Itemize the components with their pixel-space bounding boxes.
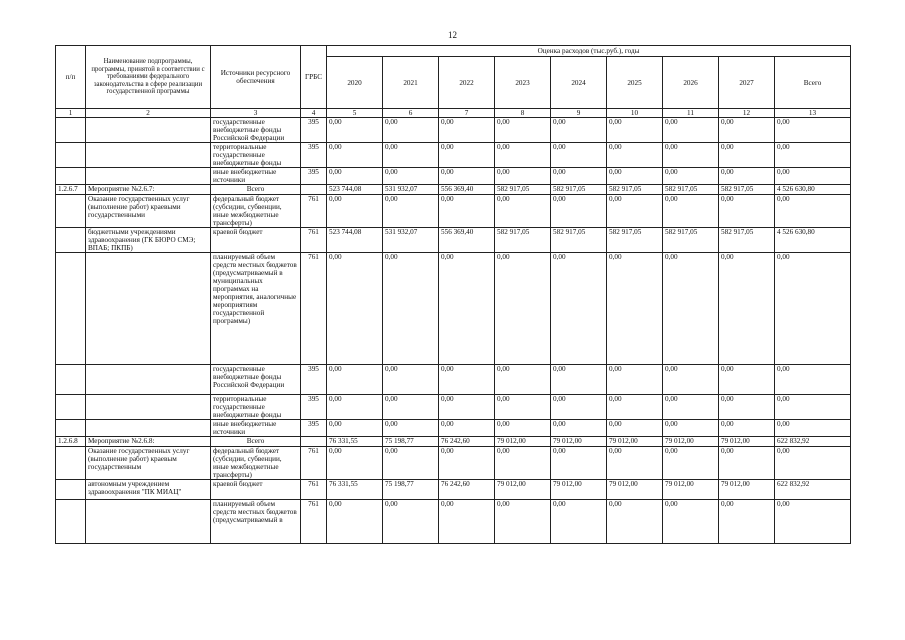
amount-cell: 0,00 bbox=[327, 195, 383, 228]
amount-cell: 0,00 bbox=[495, 195, 551, 228]
amount-cell: 0,00 bbox=[383, 143, 439, 168]
row-number bbox=[56, 480, 86, 500]
amount-cell: 0,00 bbox=[383, 447, 439, 480]
column-number: 4 bbox=[301, 109, 327, 118]
amount-cell: 0,00 bbox=[607, 500, 663, 544]
amount-cell: 582 917,05 bbox=[495, 185, 551, 195]
amount-cell: 76 331,55 bbox=[327, 437, 383, 447]
amount-cell: 0,00 bbox=[663, 447, 719, 480]
table-row bbox=[56, 185, 851, 195]
funding-source: государственные внебюджетные фонды Российской Федерации bbox=[211, 118, 301, 143]
header-year: 2026 bbox=[663, 57, 719, 109]
amount-cell: 0,00 bbox=[719, 365, 775, 395]
amount-cell: 0,00 bbox=[383, 253, 439, 365]
header-year: 2023 bbox=[495, 57, 551, 109]
header-year: 2027 bbox=[719, 57, 775, 109]
amount-cell: 0,00 bbox=[775, 195, 851, 228]
amount-cell: 0,00 bbox=[383, 420, 439, 437]
activity-name: Мероприятие №2.6.8: bbox=[86, 437, 211, 447]
row-number: 1.2.6.8 bbox=[56, 437, 86, 447]
amount-cell: 0,00 bbox=[775, 420, 851, 437]
amount-cell: 0,00 bbox=[719, 143, 775, 168]
amount-cell: 0,00 bbox=[719, 118, 775, 143]
amount-cell: 79 012,00 bbox=[495, 480, 551, 500]
amount-cell: 0,00 bbox=[439, 395, 495, 420]
activity-name bbox=[86, 168, 211, 185]
amount-cell: 0,00 bbox=[719, 253, 775, 365]
amount-cell: 75 198,77 bbox=[383, 437, 439, 447]
activity-name bbox=[86, 500, 211, 544]
amount-cell: 0,00 bbox=[327, 168, 383, 185]
amount-cell: 0,00 bbox=[327, 420, 383, 437]
amount-cell: 622 832,92 bbox=[775, 437, 851, 447]
funding-source: государственные внебюджетные фонды Российской Федерации bbox=[211, 365, 301, 395]
amount-cell: 79 012,00 bbox=[607, 437, 663, 447]
column-number: 13 bbox=[775, 109, 851, 118]
amount-cell: 79 012,00 bbox=[663, 437, 719, 447]
amount-cell: 531 932,07 bbox=[383, 228, 439, 253]
amount-cell: 79 012,00 bbox=[607, 480, 663, 500]
amount-cell: 4 526 630,80 bbox=[775, 185, 851, 195]
header-year: 2022 bbox=[439, 57, 495, 109]
column-number: 5 bbox=[327, 109, 383, 118]
table-row bbox=[56, 395, 851, 420]
amount-cell: 0,00 bbox=[551, 500, 607, 544]
grbs-code: 395 bbox=[301, 143, 327, 168]
amount-cell: 79 012,00 bbox=[663, 480, 719, 500]
amount-cell: 0,00 bbox=[439, 195, 495, 228]
amount-cell: 523 744,08 bbox=[327, 228, 383, 253]
amount-cell: 0,00 bbox=[551, 365, 607, 395]
grbs-code: 395 bbox=[301, 365, 327, 395]
amount-cell: 0,00 bbox=[327, 365, 383, 395]
funding-source: иные внебюджетные источники bbox=[211, 420, 301, 437]
activity-name: Оказание государственных услуг (выполнение работ) краевым государственным bbox=[86, 447, 211, 480]
table-row bbox=[56, 253, 851, 365]
amount-cell: 556 369,40 bbox=[439, 228, 495, 253]
amount-cell: 0,00 bbox=[551, 168, 607, 185]
amount-cell: 0,00 bbox=[327, 500, 383, 544]
grbs-code bbox=[301, 437, 327, 447]
amount-cell: 0,00 bbox=[719, 168, 775, 185]
column-number: 2 bbox=[86, 109, 211, 118]
amount-cell: 0,00 bbox=[495, 500, 551, 544]
amount-cell: 582 917,05 bbox=[663, 228, 719, 253]
row-number bbox=[56, 143, 86, 168]
activity-name bbox=[86, 395, 211, 420]
grbs-code: 761 bbox=[301, 500, 327, 544]
activity-name: автономным учреждением здравоохранения "ПК МИАЦ" bbox=[86, 480, 211, 500]
amount-cell: 0,00 bbox=[495, 365, 551, 395]
amount-cell: 0,00 bbox=[719, 500, 775, 544]
amount-cell: 0,00 bbox=[551, 395, 607, 420]
activity-name bbox=[86, 118, 211, 143]
funding-source: планируемый объем средств местных бюджетов (предусматриваемый в муниципальных программах на мероприятия, аналогичные мероприятиям государственной программы) bbox=[211, 253, 301, 365]
amount-cell: 0,00 bbox=[439, 365, 495, 395]
amount-cell: 0,00 bbox=[551, 118, 607, 143]
amount-cell: 0,00 bbox=[607, 395, 663, 420]
amount-cell: 556 369,40 bbox=[439, 185, 495, 195]
table-row bbox=[56, 365, 851, 395]
amount-cell: 0,00 bbox=[775, 365, 851, 395]
amount-cell: 76 242,60 bbox=[439, 480, 495, 500]
amount-cell: 0,00 bbox=[495, 143, 551, 168]
amount-cell: 582 917,05 bbox=[495, 228, 551, 253]
amount-cell: 582 917,05 bbox=[551, 185, 607, 195]
grbs-code: 395 bbox=[301, 420, 327, 437]
page-number: 12 bbox=[448, 30, 457, 40]
header-grbs: ГРБС bbox=[301, 46, 327, 109]
amount-cell: 0,00 bbox=[383, 395, 439, 420]
amount-cell: 0,00 bbox=[551, 195, 607, 228]
grbs-code: 395 bbox=[301, 168, 327, 185]
funding-source: территориальные государственные внебюджетные фонды bbox=[211, 143, 301, 168]
grbs-code: 761 bbox=[301, 480, 327, 500]
amount-cell: 523 744,08 bbox=[327, 185, 383, 195]
activity-name bbox=[86, 420, 211, 437]
amount-cell: 0,00 bbox=[663, 143, 719, 168]
amount-cell: 0,00 bbox=[663, 500, 719, 544]
amount-cell: 0,00 bbox=[551, 253, 607, 365]
amount-cell: 79 012,00 bbox=[551, 480, 607, 500]
amount-cell: 0,00 bbox=[607, 168, 663, 185]
header-group-title: Оценка расходов (тыс.руб.), годы bbox=[327, 46, 851, 57]
amount-cell: 0,00 bbox=[439, 447, 495, 480]
amount-cell: 0,00 bbox=[495, 253, 551, 365]
header-year: 2020 bbox=[327, 57, 383, 109]
amount-cell: 0,00 bbox=[327, 143, 383, 168]
amount-cell: 0,00 bbox=[439, 168, 495, 185]
amount-cell: 582 917,05 bbox=[663, 185, 719, 195]
table-row bbox=[56, 420, 851, 437]
column-number: 9 bbox=[551, 109, 607, 118]
activity-name: бюджетными учреждениями здравоохранения (ГК БЮРО СМЭ; ВПАБ; ПКПБ) bbox=[86, 228, 211, 253]
amount-cell: 0,00 bbox=[551, 143, 607, 168]
amount-cell: 0,00 bbox=[383, 118, 439, 143]
amount-cell: 0,00 bbox=[775, 447, 851, 480]
row-number bbox=[56, 168, 86, 185]
grbs-code: 761 bbox=[301, 447, 327, 480]
column-number: 10 bbox=[607, 109, 663, 118]
funding-source: краевой бюджет bbox=[211, 480, 301, 500]
row-number bbox=[56, 118, 86, 143]
row-number bbox=[56, 253, 86, 365]
activity-name: Мероприятие №2.6.7: bbox=[86, 185, 211, 195]
amount-cell: 0,00 bbox=[439, 253, 495, 365]
amount-cell: 0,00 bbox=[551, 447, 607, 480]
column-number: 1 bbox=[56, 109, 86, 118]
amount-cell: 582 917,05 bbox=[719, 185, 775, 195]
funding-source: краевой бюджет bbox=[211, 228, 301, 253]
amount-cell: 0,00 bbox=[495, 420, 551, 437]
amount-cell: 531 932,07 bbox=[383, 185, 439, 195]
funding-source: федеральный бюджет (субсидии, субвенции, иные межбюджетные трансферты) bbox=[211, 195, 301, 228]
amount-cell: 0,00 bbox=[327, 118, 383, 143]
funding-source: Всего bbox=[211, 185, 301, 195]
header-num: п/п bbox=[56, 46, 86, 109]
amount-cell: 0,00 bbox=[775, 143, 851, 168]
amount-cell: 0,00 bbox=[383, 195, 439, 228]
header-year: Всего bbox=[775, 57, 851, 109]
amount-cell: 4 526 630,80 bbox=[775, 228, 851, 253]
amount-cell: 0,00 bbox=[439, 420, 495, 437]
amount-cell: 0,00 bbox=[439, 143, 495, 168]
row-number bbox=[56, 228, 86, 253]
amount-cell: 0,00 bbox=[607, 118, 663, 143]
amount-cell: 0,00 bbox=[663, 195, 719, 228]
amount-cell: 0,00 bbox=[663, 118, 719, 143]
amount-cell: 0,00 bbox=[383, 365, 439, 395]
table-row bbox=[56, 143, 851, 168]
grbs-code bbox=[301, 185, 327, 195]
row-number bbox=[56, 365, 86, 395]
header-year: 2021 bbox=[383, 57, 439, 109]
header-year: 2025 bbox=[607, 57, 663, 109]
table-row bbox=[56, 500, 851, 544]
amount-cell: 0,00 bbox=[663, 420, 719, 437]
table-row bbox=[56, 447, 851, 480]
amount-cell: 0,00 bbox=[775, 118, 851, 143]
column-number: 7 bbox=[439, 109, 495, 118]
column-number: 6 bbox=[383, 109, 439, 118]
budget-table bbox=[55, 45, 851, 544]
amount-cell: 79 012,00 bbox=[551, 437, 607, 447]
amount-cell: 0,00 bbox=[663, 365, 719, 395]
table-row bbox=[56, 480, 851, 500]
amount-cell: 0,00 bbox=[775, 168, 851, 185]
amount-cell: 79 012,00 bbox=[719, 437, 775, 447]
amount-cell: 0,00 bbox=[775, 500, 851, 544]
amount-cell: 0,00 bbox=[663, 168, 719, 185]
row-number bbox=[56, 195, 86, 228]
column-number: 3 bbox=[211, 109, 301, 118]
column-number: 11 bbox=[663, 109, 719, 118]
amount-cell: 0,00 bbox=[439, 500, 495, 544]
table-row bbox=[56, 168, 851, 185]
amount-cell: 0,00 bbox=[607, 195, 663, 228]
amount-cell: 0,00 bbox=[495, 447, 551, 480]
amount-cell: 0,00 bbox=[607, 447, 663, 480]
grbs-code: 761 bbox=[301, 195, 327, 228]
funding-source: иные внебюджетные источники bbox=[211, 168, 301, 185]
amount-cell: 0,00 bbox=[775, 395, 851, 420]
row-number bbox=[56, 395, 86, 420]
amount-cell: 0,00 bbox=[327, 253, 383, 365]
table-row bbox=[56, 228, 851, 253]
column-number: 12 bbox=[719, 109, 775, 118]
amount-cell: 0,00 bbox=[607, 420, 663, 437]
amount-cell: 0,00 bbox=[383, 168, 439, 185]
amount-cell: 75 198,77 bbox=[383, 480, 439, 500]
funding-source: планируемый объем средств местных бюджетов (предусматриваемый в bbox=[211, 500, 301, 544]
amount-cell: 76 242,60 bbox=[439, 437, 495, 447]
amount-cell: 0,00 bbox=[663, 395, 719, 420]
column-number: 8 bbox=[495, 109, 551, 118]
table-row bbox=[56, 118, 851, 143]
header-name: Наименование подпрограммы, программы, принятой в соответствии с требованиями федерального законодательства в сфере реализации государственной программы bbox=[86, 46, 211, 109]
amount-cell: 79 012,00 bbox=[719, 480, 775, 500]
amount-cell: 0,00 bbox=[719, 420, 775, 437]
activity-name bbox=[86, 143, 211, 168]
amount-cell: 0,00 bbox=[383, 500, 439, 544]
amount-cell: 582 917,05 bbox=[719, 228, 775, 253]
amount-cell: 0,00 bbox=[775, 253, 851, 365]
row-number: 1.2.6.7 bbox=[56, 185, 86, 195]
amount-cell: 0,00 bbox=[607, 143, 663, 168]
amount-cell: 0,00 bbox=[719, 395, 775, 420]
amount-cell: 79 012,00 bbox=[495, 437, 551, 447]
amount-cell: 0,00 bbox=[607, 253, 663, 365]
header-source: Источники ресурсного обеспечения bbox=[211, 46, 301, 109]
amount-cell: 582 917,05 bbox=[607, 228, 663, 253]
amount-cell: 0,00 bbox=[551, 420, 607, 437]
funding-source: Всего bbox=[211, 437, 301, 447]
row-number bbox=[56, 447, 86, 480]
amount-cell: 0,00 bbox=[719, 447, 775, 480]
table-row bbox=[56, 437, 851, 447]
amount-cell: 0,00 bbox=[607, 365, 663, 395]
header-year: 2024 bbox=[551, 57, 607, 109]
amount-cell: 0,00 bbox=[663, 253, 719, 365]
activity-name: Оказание государственных услуг (выполнение работ) краевыми государственными bbox=[86, 195, 211, 228]
grbs-code: 395 bbox=[301, 118, 327, 143]
amount-cell: 0,00 bbox=[719, 195, 775, 228]
table-row bbox=[56, 195, 851, 228]
amount-cell: 622 832,92 bbox=[775, 480, 851, 500]
amount-cell: 76 331,55 bbox=[327, 480, 383, 500]
amount-cell: 582 917,05 bbox=[551, 228, 607, 253]
grbs-code: 761 bbox=[301, 253, 327, 365]
row-number bbox=[56, 420, 86, 437]
amount-cell: 0,00 bbox=[495, 118, 551, 143]
activity-name bbox=[86, 365, 211, 395]
row-number bbox=[56, 500, 86, 544]
amount-cell: 0,00 bbox=[495, 168, 551, 185]
amount-cell: 0,00 bbox=[439, 118, 495, 143]
funding-source: территориальные государственные внебюджетные фонды bbox=[211, 395, 301, 420]
grbs-code: 395 bbox=[301, 395, 327, 420]
funding-source: федеральный бюджет (субсидии, субвенции, иные межбюджетные трансферты) bbox=[211, 447, 301, 480]
amount-cell: 0,00 bbox=[327, 395, 383, 420]
amount-cell: 0,00 bbox=[495, 395, 551, 420]
amount-cell: 0,00 bbox=[327, 447, 383, 480]
grbs-code: 761 bbox=[301, 228, 327, 253]
activity-name bbox=[86, 253, 211, 365]
amount-cell: 582 917,05 bbox=[607, 185, 663, 195]
